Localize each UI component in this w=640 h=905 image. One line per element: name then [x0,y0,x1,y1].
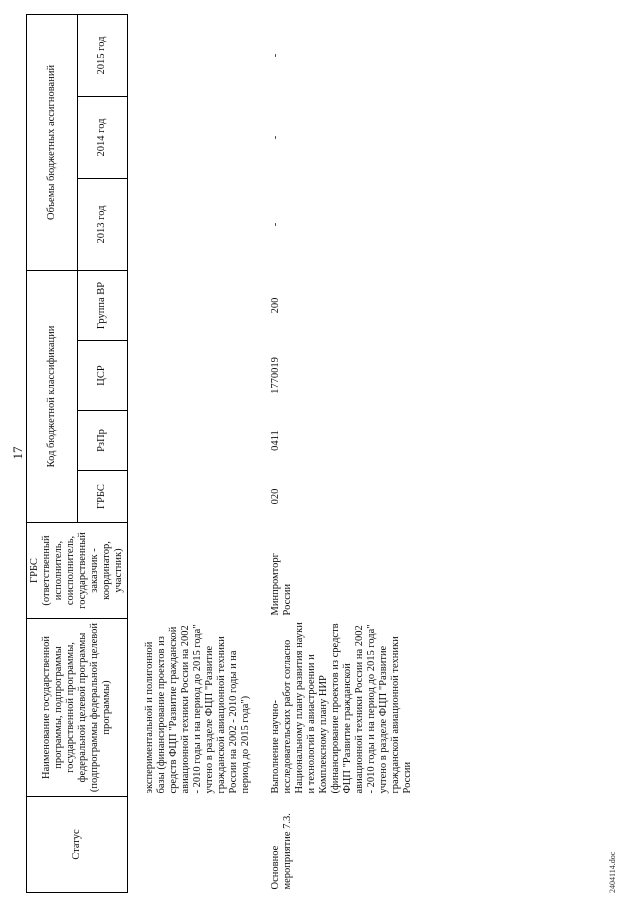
cell-name: экспериментальной и полигонной базы (финансирование проектов из средств ФЦП "Развитие гражданской авиационной техники России на 2002 - 2010 годы и на период до 2015 года" учтено в разделе ФЦП "Развитие гражданской авиационной техники России на 2002 - 2010 годы и на период до 2015 года") [144,624,251,794]
cell-code-csr: 1770019 [270,357,281,394]
cell-2013: - [270,222,281,227]
header-year-2013: 2013 год [77,178,128,270]
table-row [268,14,416,892]
cell-grbs [142,523,254,619]
cell-code-grbs [142,471,254,523]
cell-status [142,797,254,893]
document-page [10,13,630,893]
cell-code-grbs: 020 [270,488,281,505]
header-code-group: Код бюджетной классификации [27,270,78,522]
header-code-rzpr: РзПр [77,411,128,471]
cell-2015: - [270,53,281,58]
page-number: 17 [10,446,25,460]
header-volume-group: Объемы бюджетных ассигнований [27,14,78,270]
cell-code-rzpr: 0411 [270,430,281,451]
cell-code-vr: 200 [270,297,281,314]
header-row-1 [27,14,78,892]
document-file-id: 2404114.doc [608,851,617,893]
table-row [142,14,254,892]
cell-code-rzpr [142,411,254,471]
header-grbs: ГРБС (ответственный исполнитель, соисполнитель, государственный заказчик - координатор, участник) [27,523,128,619]
header-year-2014: 2014 год [77,96,128,178]
header-status: Статус [27,797,128,893]
cell-name: Выполнение научно-исследовательских работ согласно Национальному плану развития науки и технологий в авиастроении и Комплексному плану НИР (финансирование проектов из средств ФЦП "Развитие гражданской авиационной техники России на 2002 - 2010 годы и на период до 2015 года" учтено в разделе ФЦП "Развитие гражданской авиационной техники России [270,622,413,794]
header-code-csr: ЦСР [77,341,128,411]
cell-2013 [142,178,254,270]
cell-grbs: Минпромторг России [270,553,293,616]
header-code-vr: Группа ВР [77,270,128,340]
header-name: Наименование государственной программы, подпрограммы государственной программы, федеральной целевой программы (подпрограммы федеральной целевой программы) [27,619,128,797]
spacer-row [254,14,268,892]
header-year-2015: 2015 год [77,14,128,96]
cell-2015 [142,14,254,96]
cell-code-csr [142,341,254,411]
header-code-grbs: ГРБС [77,471,128,523]
cell-status: Основное мероприятие 7.3. [270,813,293,890]
spacer-row [128,14,143,892]
cell-code-vr [142,270,254,340]
cell-2014: - [270,135,281,140]
cell-2014 [142,96,254,178]
budget-table [26,14,416,893]
